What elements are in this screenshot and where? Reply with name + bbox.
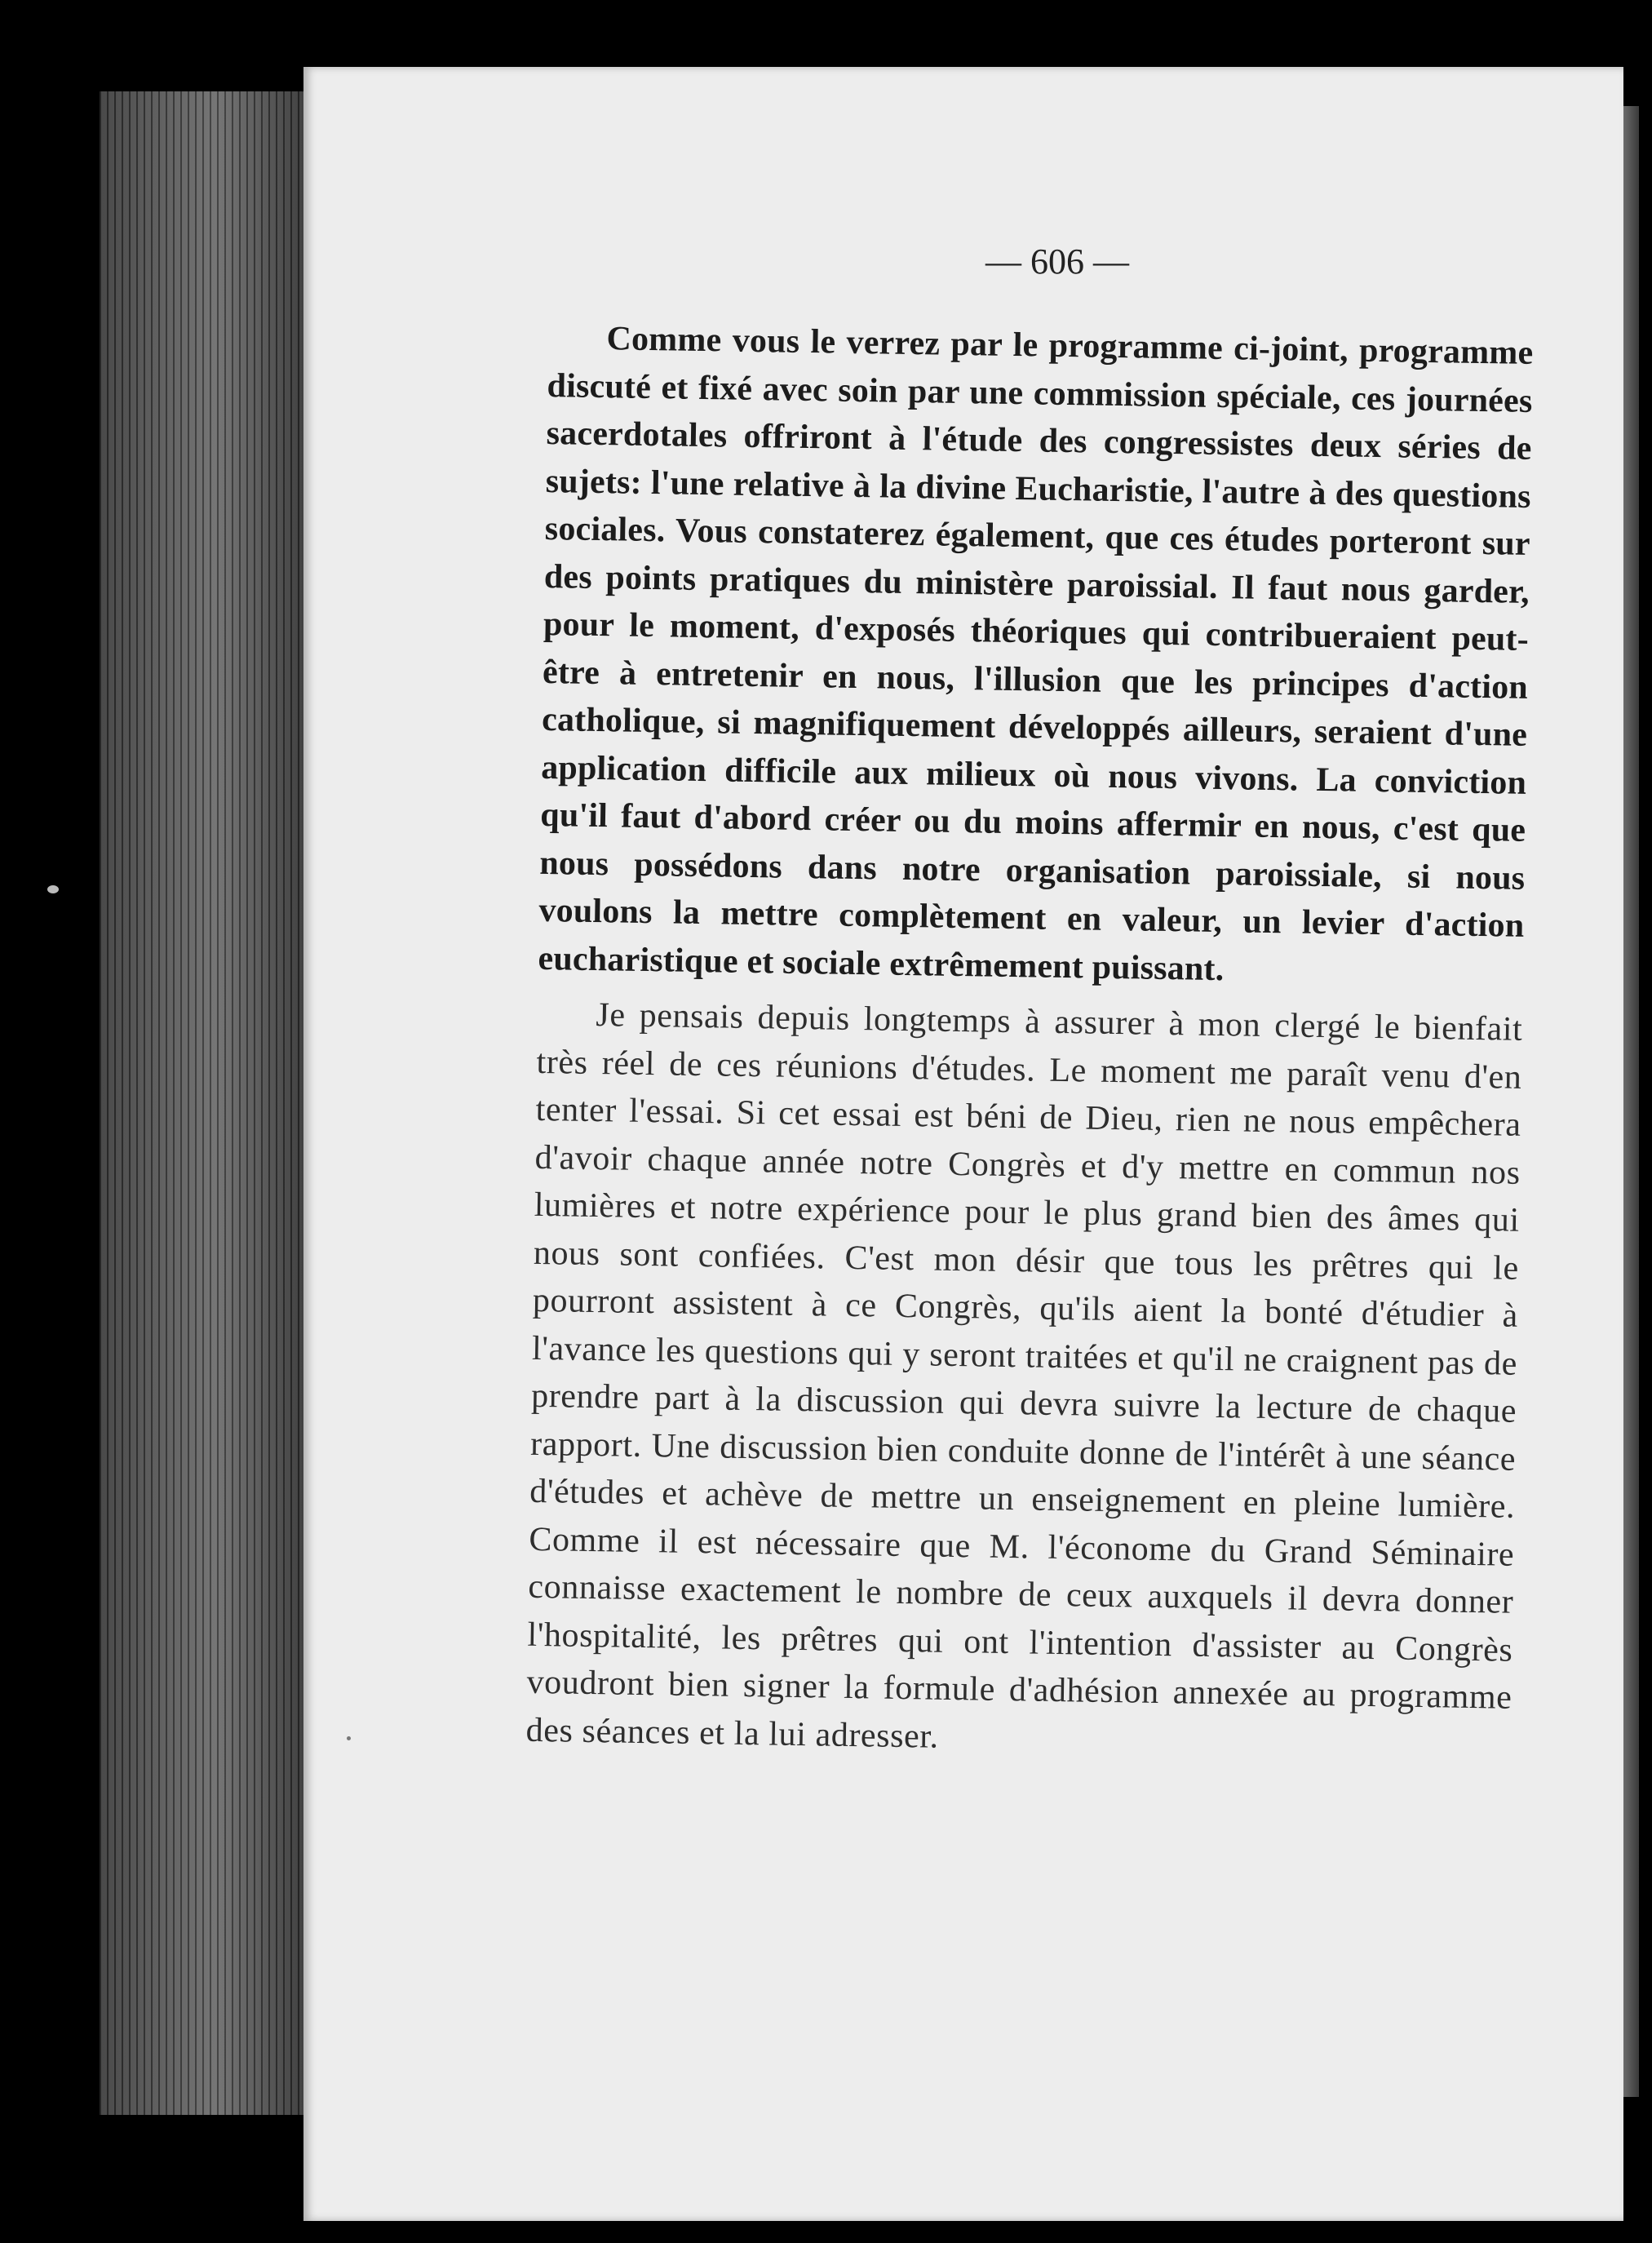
page-body — [525, 314, 1534, 1770]
page-stack-lines — [100, 91, 312, 2115]
scan-speck — [47, 885, 59, 893]
paragraph-2: Je pensais depuis longtemps à assurer à mon clergé le bienfait très réel de ces réunions d'études. Le moment me paraît venu d'en tenter l'essai. Si cet essai est béni de Dieu, rien ne nous empêchera d'avoir chaque année notre Congrès et d'y mettre en commun nos lumières et notre expérience pour le plus grand bien des âmes qui nous sont confiées. C'est mon désir que tous les prêtres qui le pourront assistent à ce Congrès, qu'ils aient la bonté d'étudier à l'avance les questions qui y seront traitées et qu'il ne craignent pas de prendre part à la discussion qui devra suivre la lecture de chaque rapport. Une discussion bien conduite donne de l'intérêt à une séance d'études et achève de mettre un enseignement en pleine lumière. Comme il est nécessaire que M. l'économe du Grand Séminaire connaisse exactement le nombre de ceux auxquels il devra donner l'hospitalité, les prêtres qui ont l'intention d'assister au Congrès voudront bien signer la formule d'adhésion annexée au programme des séances et la lui adresser. — [525, 996, 1523, 1756]
page-number: — 606 — — [985, 242, 1129, 281]
scan-speck — [347, 1736, 351, 1740]
book-page-stack — [100, 91, 312, 2115]
paragraph-1: Comme vous le verrez par le programme ci-joint, programme discuté et fixé avec soin par une commission spéciale, ces journées sacerdotales offriront à l'étude des congressistes deux séries de sujets: l'une relative à la divine Eucharistie, l'autre à des questions sociales. Vous constaterez également, que ces études porteront sur des points pratiques du ministère paroissial. Il faut nous garder, pour le moment, d'exposés théoriques qui contribueraient peut-être à entretenir en nous, l'illusion que les principes d'action catholique, si magnifiquement développés ailleurs, seraient d'une application difficile aux milieux où nous vivons. La conviction qu'il faut d'abord créer ou du moins affermir en nous, c'est que nous possédons dans notre organisation paroissiale, si nous voulons la mettre complètement en valeur, un levier d'action eucharistique et sociale extrêmement puissant. — [538, 320, 1534, 988]
